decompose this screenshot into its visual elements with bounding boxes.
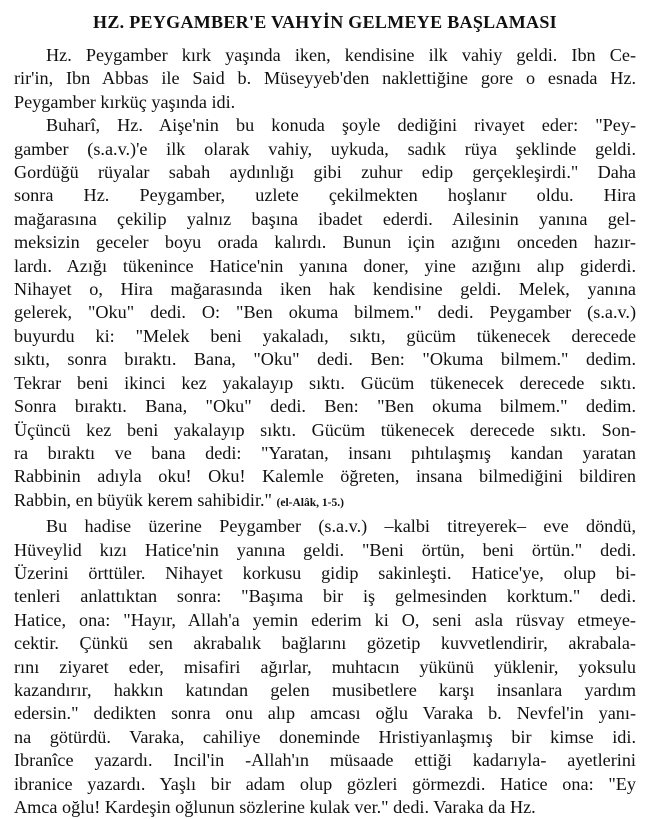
text-line: cektir. Çünkü sen akrabalık bağlarını gözetip kuvvetlendirir, akrabala-: [14, 633, 636, 654]
body-text: [14, 44, 636, 819]
text-line: rir'in, Ibn Abbas ile Said b. Müseyyeb'den naklettiğine gore o esnada Hz.: [14, 68, 636, 89]
text-line: gamber (s.a.v.)'e ilk olarak vahiy, uykuda, sadık rüya şeklinde geldi.: [14, 138, 636, 159]
text-line: [14, 489, 636, 515]
text-line: Hüveylid kızı Hatice'nin yanına geldi. "Beni örtün, beni örtün." dedi.: [14, 539, 636, 560]
paragraph-2: [14, 114, 636, 515]
text-line: rını ziyaret eder, misafiri ağırlar, muhtacın yükünü yüklenir, yoksulu: [14, 656, 636, 677]
text-line: Hz. Peygamber kırk yaşında iken, kendisine ilk vahiy geldi. Ibn Ce-: [46, 45, 636, 65]
text-line: sonra Hz. Peygamber, uzlete çekilmekten hoşlanır oldu. Hira: [14, 185, 636, 206]
chapter-title: HZ. PEYGAMBER'E VAHYİN GELMEYE BAŞLAMASI: [93, 12, 557, 32]
text-line-content: Rabbin, en büyük kerem sahibidir.": [14, 489, 272, 510]
text-line: Peygamber kırküç yaşında idi.: [14, 91, 236, 112]
text-line: ibranice yazardı. Yaşlı bir adam olup gözleri görmezdi. Hatice ona: "Ey: [14, 773, 636, 794]
text-line: Gordüğü rüyalar sabah aydınlığı gibi zuhur edip gerçekleşirdi." Daha: [14, 162, 636, 183]
paragraph-1: [14, 44, 636, 114]
text-line: Ibranîce yazardı. Incil'in -Allah'ın müsaade ettiği kadarıyla- ayetlerini: [14, 750, 636, 771]
text-line: Nihayet o, Hira mağarasında iken hak kendisine geldi. Melek, yanına: [14, 279, 636, 300]
text-line: Sonra bıraktı. Bana, "Oku" dedi. Ben: "Ben okuma bilmem." dedim.: [14, 396, 636, 417]
text-line: Hatice, ona: "Hayır, Allah'a yemin ederim ki O, seni asla rüsvay etmeye-: [14, 609, 636, 630]
text-line: Amca oğlu! Kardeşin oğlunun sözlerine kulak ver." dedi. Varaka da Hz.: [14, 797, 536, 817]
text-line: gelerek, "Oku" dedi. O: "Ben okuma bilmem." dedi. Peygamber (s.a.v.): [14, 302, 636, 323]
text-line: sıktı, sonra bıraktı. Bana, "Oku" dedi. Ben: "Okuma bilmem." dedim.: [14, 349, 636, 370]
text-line: Üzerini örttüler. Nihayet korkusu gidip sakinleşti. Hatice'ye, olup bi-: [14, 562, 636, 583]
text-line: tenleri anlattıktan sonra: "Başıma bir iş gelmesinden korktum." dedi.: [14, 586, 636, 607]
quran-citation: (el-Alâk, 1-5.): [276, 496, 344, 509]
text-line: na götürdü. Varaka, cahiliye doneminde Hristiyanlaşmış bir kimse idi.: [14, 726, 636, 747]
text-line: lardı. Azığı tükenince Hatice'nin yanına doner, yine azığını alıp giderdi.: [14, 255, 636, 276]
text-line: mağarasına çekilip yalnız başına ibadet ederdi. Ailesinin yanına gel-: [14, 208, 636, 229]
text-line: Buharî, Hz. Aişe'nin bu konuda şoyle dediğini rivayet eder: "Pey-: [46, 115, 636, 136]
text-line: kazandırır, hakkın katından gelen musibetlere karşı insanlara yardım: [14, 679, 636, 700]
paragraph-3: [14, 515, 636, 819]
text-line: Tekrar beni ikinci kez yakalayıp sıktı. Gücüm tükenecek derecede sıktı.: [14, 372, 636, 393]
text-line: buyurdu ki: "Melek beni yakaladı, sıktı, gücüm tükenecek derecede: [14, 325, 636, 346]
text-line: Bu hadise üzerine Peygamber (s.a.v.) –kalbi titreyerek– eve döndü,: [46, 516, 636, 537]
text-line: meksizin geceler boyu orada kalırdı. Bunun için azığını onceden hazır-: [14, 232, 636, 253]
text-line: Rabbinin adıyla oku! Oku! Kalemle öğreten, insana bilmediğini bildiren: [14, 466, 636, 487]
text-line: edersin." dedikten sonra onu alıp amcası oğlu Varaka b. Nevfel'in yanı-: [14, 703, 636, 724]
text-line: ra bıraktı ve bana dedi: "Yaratan, insanı pıhtılaşmış kandan yaratan: [14, 442, 636, 463]
text-line: Üçüncü kez beni yakalayıp sıktı. Gücüm tükenecek derecede sıktı. Son-: [14, 419, 636, 440]
